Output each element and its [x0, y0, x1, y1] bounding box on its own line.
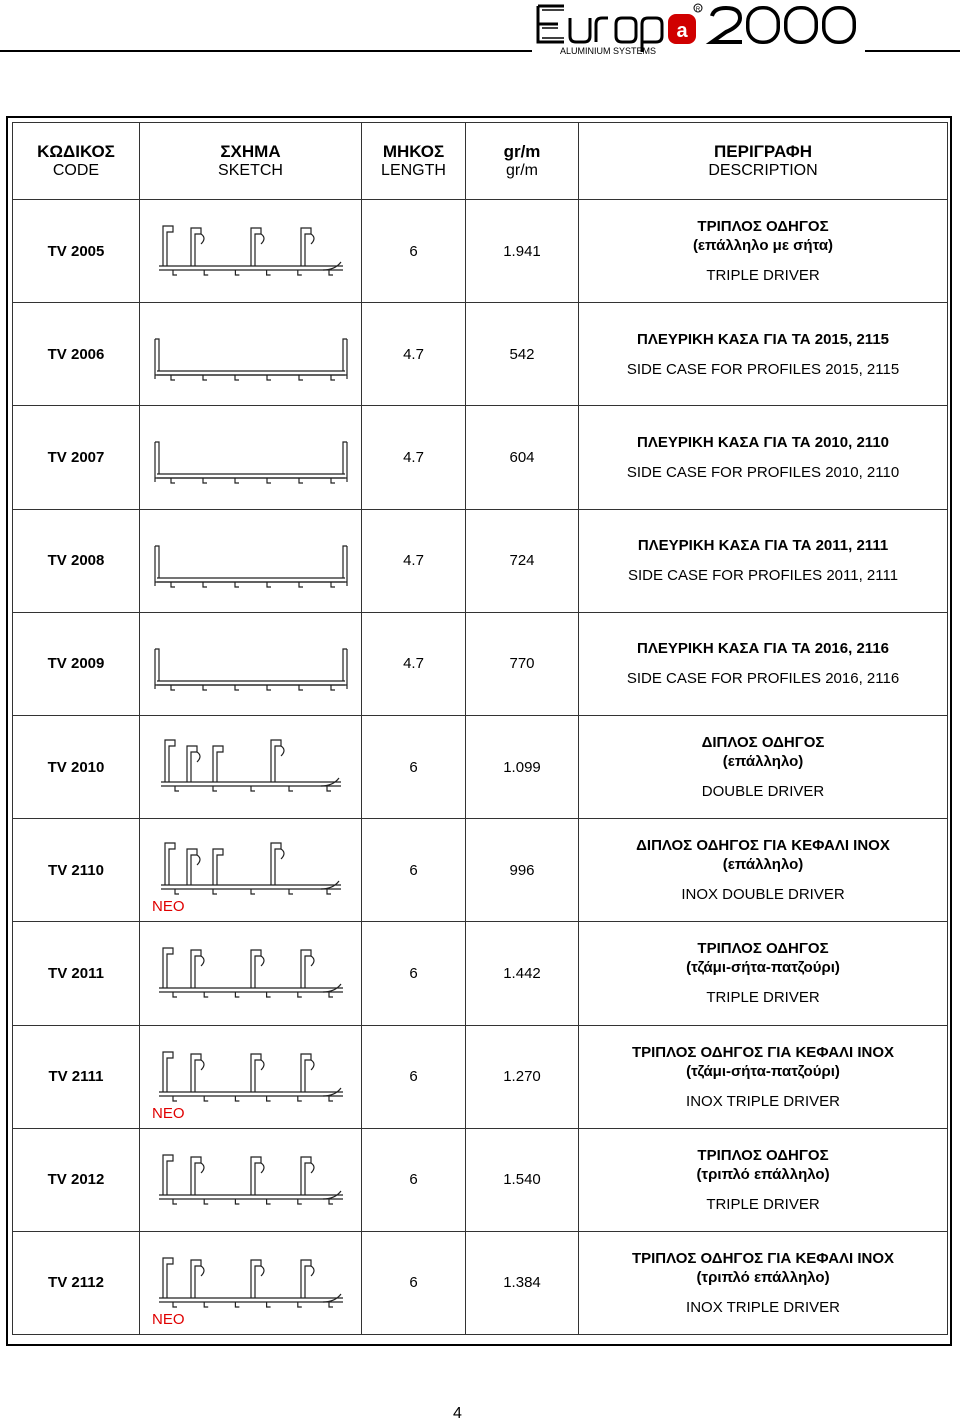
table-row — [13, 819, 948, 922]
new-badge: NEO — [152, 898, 185, 916]
profile-description — [579, 303, 948, 406]
description-greek: ΤΡΙΠΛΟΣ ΟΔΗΓΟΣ — [697, 218, 829, 236]
profile-length: 4.7 — [362, 406, 466, 509]
profile-sketch — [140, 1025, 362, 1128]
header-rule-left — [0, 50, 532, 52]
profile-code: TV 2009 — [13, 612, 140, 715]
description-greek: ΤΡΙΠΛΟΣ ΟΔΗΓΟΣ — [697, 940, 829, 958]
table-row — [13, 509, 948, 612]
description-greek: ΠΛΕΥΡΙΚΗ ΚΑΣΑ ΓΙΑ ΤΑ 2015, 2115 — [637, 330, 889, 348]
profile-weight: 996 — [466, 819, 579, 922]
description-greek: ΔΙΠΛΟΣ ΟΔΗΓΟΣ ΓΙΑ ΚΕΦΑΛΙ ΙΝΟΧ — [636, 837, 890, 855]
new-badge: NEO — [152, 1104, 185, 1122]
table-row — [13, 1128, 948, 1231]
header-sketch: ΣΧΗΜΑ SKETCH — [140, 123, 362, 200]
profile-weight: 542 — [466, 303, 579, 406]
header-code: ΚΩΔΙΚΟΣ CODE — [13, 123, 140, 200]
table-row — [13, 200, 948, 303]
description-greek: ΠΛΕΥΡΙΚΗ ΚΑΣΑ ΓΙΑ ΤΑ 2016, 2116 — [637, 640, 889, 658]
description-greek: ΤΡΙΠΛΟΣ ΟΔΗΓΟΣ ΓΙΑ ΚΕΦΑΛΙ ΙΝΟΧ — [631, 1043, 895, 1061]
header-grm: gr/m gr/m — [466, 123, 579, 200]
description-english: SIDE CASE FOR PROFILES 2015, 2115 — [626, 360, 900, 378]
description-greek-detail: (τριπλό επάλληλο) — [696, 1165, 830, 1183]
company-logo — [530, 0, 870, 60]
profile-description — [579, 612, 948, 715]
profile-code: TV 2007 — [13, 406, 140, 509]
description-greek-detail: (τριπλό επάλληλο) — [696, 1268, 830, 1286]
profile-weight: 770 — [466, 612, 579, 715]
profile-code: TV 2005 — [13, 200, 140, 303]
profile-code: TV 2111 — [13, 1025, 140, 1128]
profile-sketch — [140, 200, 362, 303]
profile-length: 6 — [362, 922, 466, 1025]
description-greek-detail: (επάλληλο) — [722, 856, 804, 874]
profile-code: TV 2010 — [13, 715, 140, 818]
profile-sketch — [140, 303, 362, 406]
profile-code: TV 2011 — [13, 922, 140, 1025]
table-row — [13, 303, 948, 406]
profile-catalog-table — [12, 122, 948, 1335]
profile-weight: 724 — [466, 509, 579, 612]
description-greek-detail: (επάλληλο με σήτα) — [692, 237, 834, 255]
profile-weight: 604 — [466, 406, 579, 509]
profile-sketch — [140, 1231, 362, 1334]
profile-weight: 1.384 — [466, 1231, 579, 1334]
new-badge: NEO — [152, 1311, 185, 1329]
profile-sketch — [140, 1128, 362, 1231]
table-row — [13, 1231, 948, 1334]
profile-length: 4.7 — [362, 509, 466, 612]
table-header-row — [13, 123, 948, 200]
description-greek: ΔΙΠΛΟΣ ΟΔΗΓΟΣ — [701, 734, 825, 752]
description-english: SIDE CASE FOR PROFILES 2016, 2116 — [626, 670, 900, 688]
profile-description — [579, 1128, 948, 1231]
profile-length: 4.7 — [362, 303, 466, 406]
description-greek: ΤΡΙΠΛΟΣ ΟΔΗΓΟΣ — [697, 1146, 829, 1164]
header-description: ΠΕΡΙΓΡΑΦΗ DESCRIPTION — [579, 123, 948, 200]
logo-subtitle: ALUMINIUM SYSTEMS — [560, 46, 657, 56]
profile-length: 6 — [362, 1128, 466, 1231]
description-english: INOX TRIPLE DRIVER — [686, 1298, 840, 1316]
profile-code: TV 2008 — [13, 509, 140, 612]
profile-length: 6 — [362, 1231, 466, 1334]
profile-sketch — [140, 612, 362, 715]
profile-description — [579, 1231, 948, 1334]
profile-length: 6 — [362, 1025, 466, 1128]
profile-code: TV 2012 — [13, 1128, 140, 1231]
profile-sketch — [140, 406, 362, 509]
profile-length: 6 — [362, 819, 466, 922]
description-english: INOX TRIPLE DRIVER — [686, 1092, 840, 1110]
description-english: DOUBLE DRIVER — [701, 783, 825, 801]
profile-weight: 1.540 — [466, 1128, 579, 1231]
profile-weight: 1.099 — [466, 715, 579, 818]
profile-code: TV 2110 — [13, 819, 140, 922]
profile-weight: 1.270 — [466, 1025, 579, 1128]
profile-sketch — [140, 922, 362, 1025]
description-greek: ΠΛΕΥΡΙΚΗ ΚΑΣΑ ΓΙΑ ΤΑ 2011, 2111 — [637, 537, 889, 555]
profile-description — [579, 922, 948, 1025]
profile-length: 4.7 — [362, 612, 466, 715]
description-greek: ΠΛΕΥΡΙΚΗ ΚΑΣΑ ΓΙΑ ΤΑ 2010, 2110 — [637, 433, 889, 451]
profile-length: 6 — [362, 200, 466, 303]
profile-description — [579, 819, 948, 922]
profile-weight: 1.941 — [466, 200, 579, 303]
svg-text:a: a — [676, 20, 688, 42]
profile-description — [579, 200, 948, 303]
profile-description — [579, 509, 948, 612]
description-greek-detail: (τζάμι-σήτα-πατζούρι) — [686, 1062, 840, 1080]
profile-description — [579, 406, 948, 509]
table-row — [13, 406, 948, 509]
profile-code: TV 2006 — [13, 303, 140, 406]
profile-description — [579, 1025, 948, 1128]
description-english: SIDE CASE FOR PROFILES 2010, 2110 — [626, 463, 900, 481]
header-length: ΜΗΚΟΣ LENGTH — [362, 123, 466, 200]
description-english: INOX DOUBLE DRIVER — [681, 886, 845, 904]
profile-length: 6 — [362, 715, 466, 818]
table-row — [13, 922, 948, 1025]
description-greek-detail: (τζάμι-σήτα-πατζούρι) — [686, 959, 840, 977]
table-row — [13, 1025, 948, 1128]
description-english: TRIPLE DRIVER — [706, 989, 820, 1007]
profile-sketch — [140, 715, 362, 818]
page-number: 4 — [453, 1405, 462, 1422]
table-row — [13, 612, 948, 715]
svg-text:R: R — [695, 7, 701, 13]
description-english: SIDE CASE FOR PROFILES 2011, 2111 — [627, 567, 899, 585]
description-greek: ΤΡΙΠΛΟΣ ΟΔΗΓΟΣ ΓΙΑ ΚΕΦΑΛΙ ΙΝΟΧ — [631, 1249, 895, 1267]
description-english: TRIPLE DRIVER — [706, 1195, 820, 1213]
profile-sketch — [140, 819, 362, 922]
table-row — [13, 715, 948, 818]
profile-weight: 1.442 — [466, 922, 579, 1025]
profile-sketch — [140, 509, 362, 612]
description-greek-detail: (επάλληλο) — [722, 753, 804, 771]
header-rule-right — [865, 50, 960, 52]
description-english: TRIPLE DRIVER — [706, 267, 820, 285]
profile-code: TV 2112 — [13, 1231, 140, 1334]
profile-description — [579, 715, 948, 818]
